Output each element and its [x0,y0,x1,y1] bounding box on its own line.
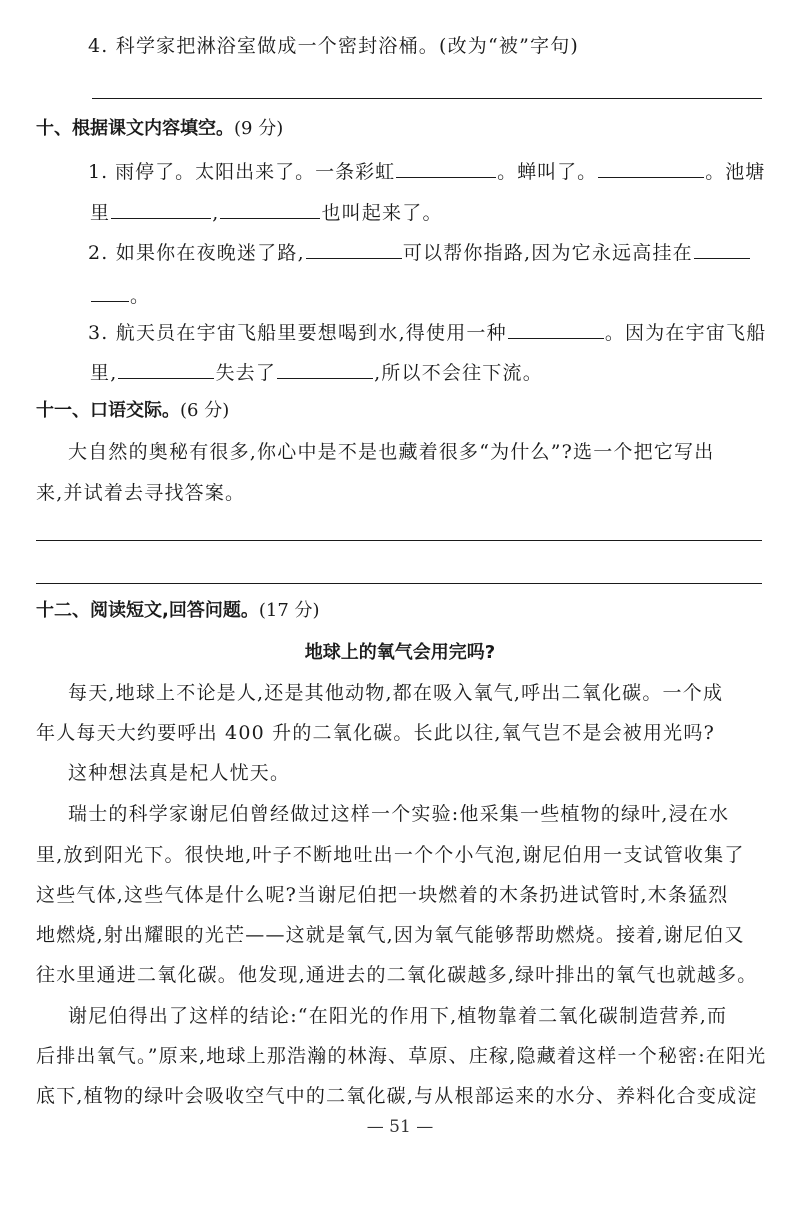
section10-heading: 十、根据课文内容填空。(9 分) [36,118,284,139]
passage-p3-line4: 地燃烧,射出耀眼的光芒——这就是氧气,因为氧气能够帮助燃烧。接着,谢尼伯又 [36,924,745,946]
section10-item1-line1: 1. 雨停了。太阳出来了。一条彩虹 。蝉叫了。 。池塘 [88,157,765,185]
blank-tool[interactable] [508,318,604,339]
passage-p1-line1: 每天,地球上不论是人,还是其他动物,都在吸入氧气,呼出二氧化碳。一个成 [68,682,724,704]
passage-p1-line2: 年人每天大约要呼出 400 升的二氧化碳。长此以往,氧气岂不是会被用光吗? [36,722,715,744]
blank-sky-2[interactable] [91,281,129,302]
passage-p3-line1: 瑞士的科学家谢尼伯曾经做过这样一个实验:他采集一些植物的绿叶,浸在水 [68,803,730,825]
passage-p3-line2: 里,放到阳光下。很快地,叶子不断地吐出一个个小气泡,谢尼伯用一支试管收集了 [36,844,745,866]
blank-water[interactable] [118,358,214,379]
passage-p3-line3: 这些气体,这些气体是什么呢?当谢尼伯把一块燃着的木条扔进试管时,木条猛烈 [36,884,729,906]
section11-line2: 来,并试着去寻找答案。 [36,482,246,504]
section11-answer-line-1[interactable] [36,540,762,541]
blank-rainbow[interactable] [396,157,496,178]
blank-sky-1[interactable] [694,238,750,259]
blank-cicada[interactable] [598,157,704,178]
blank-guide[interactable] [306,238,402,259]
blank-pond-1[interactable] [111,198,211,219]
blank-gravity[interactable] [277,358,373,379]
passage-title: 地球上的氧气会用完吗? [304,642,496,663]
passage-p2-line1: 这种想法真是杞人忧天。 [68,762,291,784]
section10-item1-line2: 里 , 也叫起来了。 [90,198,443,226]
section10-item3-line2: 里, 失去了 ,所以不会往下流。 [90,358,543,386]
page-number: — 51 — [366,1117,434,1137]
passage-p4-line1: 谢尼伯得出了这样的结论:“在阳光的作用下,植物靠着二氧化碳制造营养,而 [68,1005,728,1027]
section11-line1: 大自然的奥秘有很多,你心中是不是也藏着很多“为什么”?选一个把它写出 [68,441,715,463]
section12-heading: 十二、阅读短文,回答问题。(17 分) [36,600,320,621]
passage-p3-line5: 往水里通进二氧化碳。他发现,通进去的二氧化碳越多,绿叶排出的氧气也就越多。 [36,964,758,986]
q9-item4: 4. 科学家把淋浴室做成一个密封浴桶。(改为“被”字句) [88,35,580,57]
blank-pond-2[interactable] [220,198,320,219]
section11-answer-line-2[interactable] [36,583,762,584]
passage-p4-line2: 后排出氧气。”原来,地球上那浩瀚的林海、草原、庄稼,隐藏着这样一个秘密:在阳光 [36,1045,767,1067]
section10-item2-line1: 2. 如果你在夜晚迷了路, 可以帮你指路,因为它永远高挂在 [88,238,751,266]
section11-heading: 十一、口语交际。(6 分) [36,400,230,421]
passage-p4-line3: 底下,植物的绿叶会吸收空气中的二氧化碳,与从根部运来的水分、养料化合变成淀 [36,1085,758,1107]
section10-item3-line1: 3. 航天员在宇宙飞船里要想喝到水,得使用一种 。因为在宇宙飞船 [88,318,766,346]
section10-item2-line2: 。 [90,281,150,309]
q9-item4-answer-line[interactable] [92,98,762,99]
